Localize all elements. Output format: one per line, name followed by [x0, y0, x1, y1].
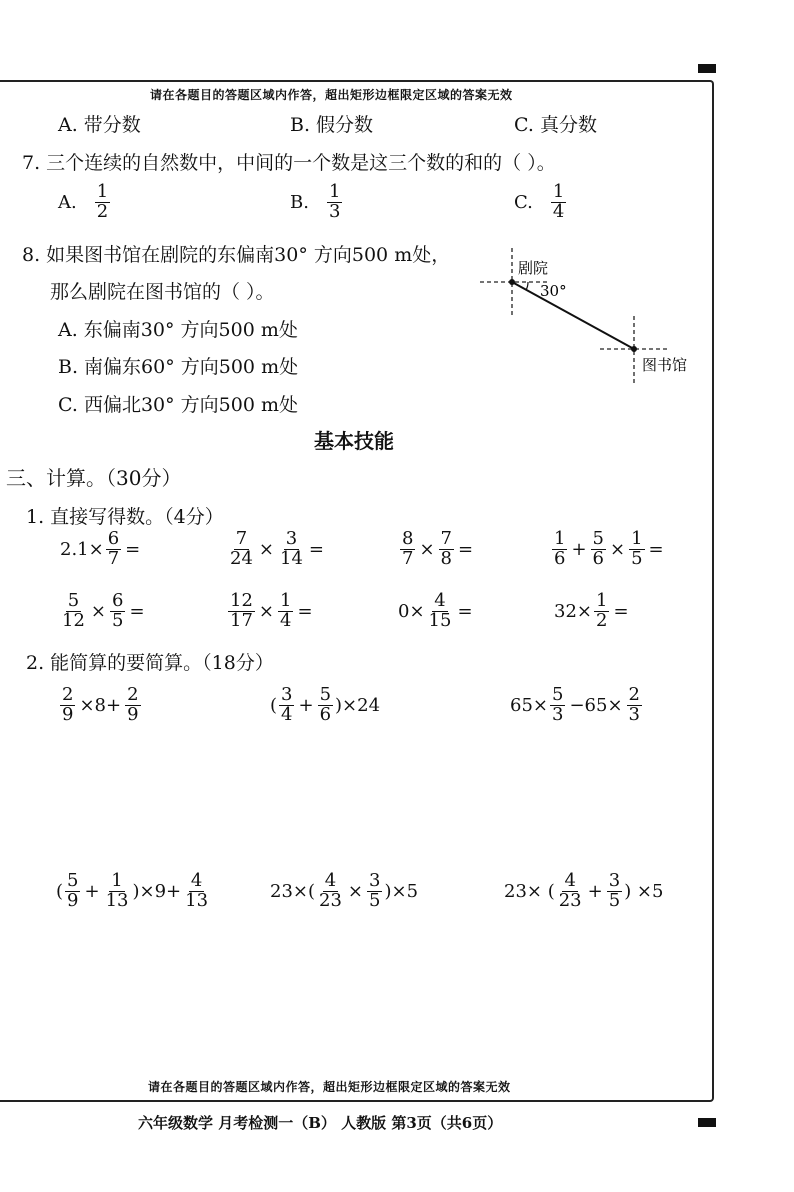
notice-bottom: 请在各题目的答题区域内作答，超出矩形边框限定区域的答案无效: [148, 1080, 511, 1094]
calc-item-4: $\frac{1}{6}$ + $\frac{5}{6}$ × $\frac{1}{5}$ =: [554, 528, 664, 569]
angle-arc: [526, 282, 528, 290]
theater-point: [509, 279, 515, 285]
page-footer: 六年级数学 月考检测一（B） 人教版 第3页（共6页）: [138, 1114, 503, 1132]
calc-item-5: $\frac{5}{12}$ × $\frac{6}{5}$ =: [62, 590, 145, 631]
simplify-expr-3: 65× $\frac{5}{3}$ −65× $\frac{2}{3}$: [510, 684, 640, 725]
section-3-title: 三、计算。（30分）: [6, 466, 182, 490]
q8-stem-line1: 8. 如果图书馆在剧院的东偏南30° 方向500 m处，: [22, 244, 451, 266]
sub1-title: 1. 直接写得数。（4分）: [26, 506, 224, 528]
simplify-expr-4: ( $\frac{5}{9}$ + $\frac{1}{13}$ )×9+ $\frac{4}{13}$: [56, 870, 209, 911]
direction-diagram: [470, 240, 710, 390]
q8-option-a: A. 东偏南30° 方向500 m处: [58, 319, 298, 341]
simplify-expr-2: ( $\frac{3}{4}$ + $\frac{5}{6}$ )×24: [270, 684, 381, 725]
notice-top: 请在各题目的答题区域内作答，超出矩形边框限定区域的答案无效: [150, 88, 513, 102]
connecting-line: [512, 282, 634, 349]
q8-option-c: C. 西偏北30° 方向500 m处: [58, 394, 298, 416]
angle-label: 30°: [540, 282, 567, 300]
q7-option-b: B. $\frac{1}{3}$: [290, 181, 341, 222]
q6-option-b: B. 假分数: [290, 114, 374, 136]
q6-option-a: A. 带分数: [58, 114, 141, 136]
simplify-expr-6: 23× ( $\frac{4}{23}$ + $\frac{3}{5}$ ) ×5: [504, 870, 664, 911]
q8-option-b: B. 南偏东60° 方向500 m处: [58, 356, 299, 378]
calc-item-1: 2.1× $\frac{6}{7}$ =: [60, 528, 141, 569]
calc-item-3: $\frac{8}{7}$ × $\frac{7}{8}$ =: [402, 528, 474, 569]
sub2-title: 2. 能简算的要简算。（18分）: [26, 652, 274, 674]
registration-mark-top: [698, 64, 716, 73]
simplify-expr-1: $\frac{2}{9}$ ×8+ $\frac{2}{9}$: [62, 684, 139, 725]
library-label: 图书馆: [642, 356, 688, 374]
calc-item-7: 0× $\frac{4}{15}$ =: [398, 590, 473, 631]
registration-mark-bottom: [698, 1118, 716, 1127]
q7-stem: 7. 三个连续的自然数中，中间的一个数是这三个数的和的（ ）。: [22, 152, 556, 174]
calc-item-8: 32× $\frac{1}{2}$ =: [554, 590, 629, 631]
q7-option-c: C. $\frac{1}{4}$: [514, 181, 565, 222]
q8-stem-line2: 那么剧院在图书馆的（ ）。: [50, 281, 275, 303]
q7-option-a: A. $\frac{1}{2}$: [58, 181, 109, 222]
calc-item-6: $\frac{12}{17}$ × $\frac{1}{4}$ =: [230, 590, 313, 631]
simplify-expr-5: 23×( $\frac{4}{23}$ × $\frac{3}{5}$ )×5: [270, 870, 419, 911]
calc-item-2: $\frac{7}{24}$ × $\frac{3}{14}$ =: [230, 528, 324, 569]
q6-option-c: C. 真分数: [514, 114, 597, 136]
theater-label: 剧院: [518, 259, 549, 277]
library-point: [631, 346, 637, 352]
section-basic-skills: 基本技能: [314, 429, 394, 453]
